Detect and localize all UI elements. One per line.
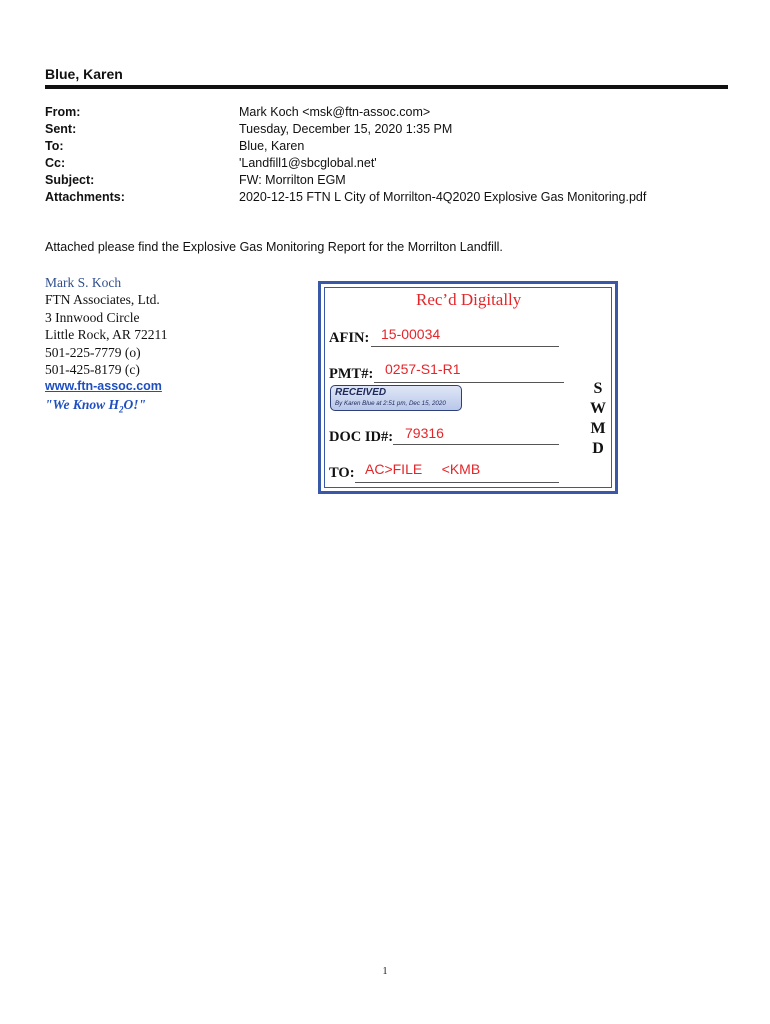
signature-phone-office: 501-225-7779 (o) <box>45 344 141 360</box>
sent-row <box>45 121 646 138</box>
from-label: From: <box>45 105 81 119</box>
received-badge-detail: By Karen Blue at 2:51 pm, Dec 15, 2020 <box>335 400 446 407</box>
mailbox-owner: Blue, Karen <box>45 66 123 82</box>
header-rule <box>45 85 728 89</box>
signature-address-1: 3 Innwood Circle <box>45 309 140 325</box>
stamp-title: Rec’d Digitally <box>416 290 522 309</box>
to-label: To: <box>45 139 64 153</box>
docid-value: 79316 <box>405 425 444 441</box>
email-header <box>45 104 646 206</box>
page-number: 1 <box>382 966 388 977</box>
to-value: Blue, Karen <box>239 139 305 153</box>
from-row <box>45 104 646 121</box>
swmd-letters <box>589 379 607 459</box>
motto-post: O!" <box>123 396 147 412</box>
cc-row <box>45 155 646 172</box>
signature-name: Mark S. Koch <box>45 275 122 290</box>
to-field-line <box>355 482 559 483</box>
signature-motto <box>45 396 168 419</box>
swmd-letter-s: S <box>593 380 603 397</box>
received-stamp <box>318 281 618 494</box>
afin-line <box>371 346 559 347</box>
to-row <box>45 138 646 155</box>
from-value: Mark Koch <msk@ftn-assoc.com> <box>239 105 431 119</box>
swmd-letter-d: D <box>592 440 604 457</box>
signature-company: FTN Associates, Ltd. <box>45 292 160 308</box>
attachments-row <box>45 189 646 206</box>
to-field-value: AC>FILE <KMB <box>365 461 481 477</box>
docid-line <box>393 444 559 445</box>
motto-pre: "We Know H <box>45 396 120 412</box>
cc-label: Cc: <box>45 156 66 170</box>
swmd-letter-w: W <box>590 400 606 417</box>
signature-address-2: Little Rock, AR 72211 <box>45 327 168 343</box>
signature-website-link[interactable]: www.ftn-assoc.com <box>45 379 162 394</box>
motto-sub: 2 <box>119 404 124 415</box>
pmt-line <box>374 382 564 383</box>
signature-phone-cell: 501-425-8179 (c) <box>45 362 140 378</box>
subject-value: FW: Morrilton EGM <box>239 173 346 187</box>
afin-label: AFIN: <box>329 330 370 346</box>
attachments-label: Attachments: <box>45 190 125 204</box>
pmt-label: PMT#: <box>329 366 374 382</box>
swmd-letter-m: M <box>590 420 606 437</box>
cc-value: 'Landfill1@sbcglobal.net' <box>239 156 377 170</box>
subject-label: Subject: <box>45 173 95 187</box>
sent-value: Tuesday, December 15, 2020 1:35 PM <box>239 122 453 136</box>
afin-value: 15-00034 <box>381 326 441 342</box>
received-badge-title: RECEIVED <box>335 387 387 398</box>
pmt-value: 0257-S1-R1 <box>385 361 461 377</box>
sent-label: Sent: <box>45 122 77 136</box>
docid-label: DOC ID#: <box>329 429 394 445</box>
attachment-link[interactable]: 2020-12-15 FTN L City of Morrilton-4Q2020 Explosive Gas Monitoring.pdf <box>239 190 647 204</box>
to-field-label: TO: <box>329 465 355 481</box>
signature-block <box>45 274 168 419</box>
email-body: Attached please find the Explosive Gas Monitoring Report for the Morrilton Landfill. <box>45 240 503 254</box>
subject-row <box>45 172 646 189</box>
received-badge <box>330 385 462 411</box>
